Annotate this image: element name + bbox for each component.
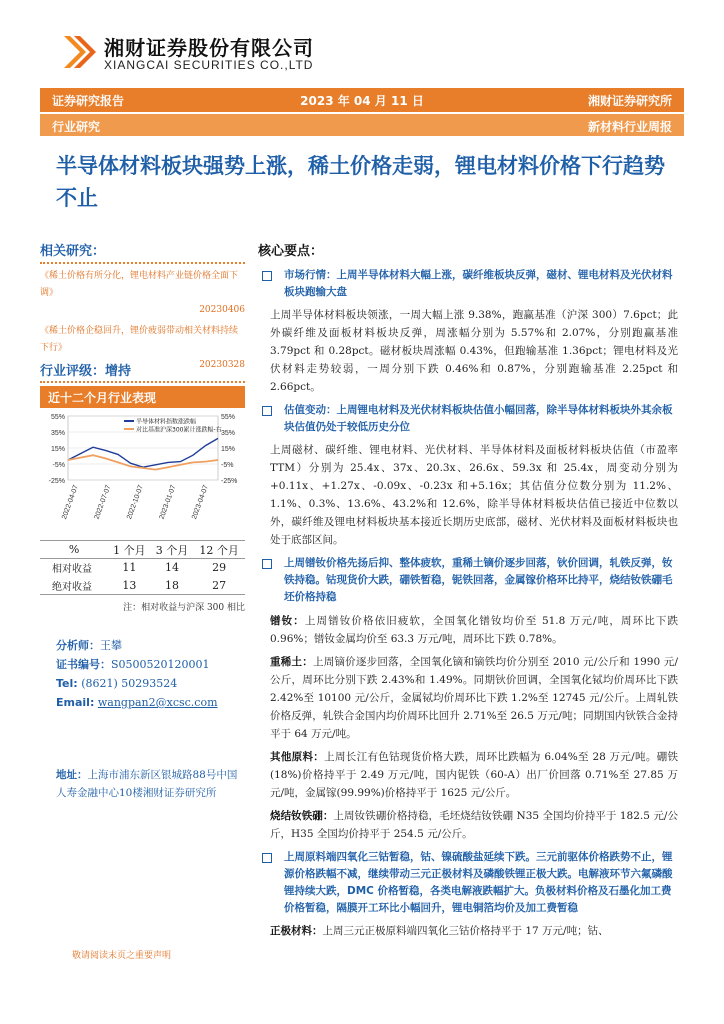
x-tick-label: 2023-04-07	[191, 484, 210, 521]
report-series: 新材料行业周报	[587, 120, 672, 134]
para-label: 正极材料：	[270, 925, 323, 937]
related-item-date: 20230406	[199, 305, 245, 315]
related-item-title: 《稀土价格企稳回升，锂价疲弱带动相关材料持续下行》	[40, 326, 239, 353]
x-tick-label: 2023-01-07	[158, 484, 178, 521]
related-item-date: 20230328	[199, 360, 245, 370]
company-logo	[60, 24, 360, 84]
table-header-cell: 12 个月	[193, 541, 245, 559]
analyst-cert: S0500520120001	[111, 658, 210, 671]
table-cell: 27	[193, 577, 245, 595]
para-label: 其他原料：	[270, 751, 325, 763]
related-item[interactable]	[40, 268, 245, 319]
address-text: 上海市浦东新区银城路88号中国人寿金融中心10楼湘财证券研究所	[56, 769, 238, 799]
analyst-name-label: 分析师：	[56, 639, 100, 652]
row-label: 绝对收益	[40, 577, 108, 595]
bullet-market: 市场行情：上周半导体材料大幅上涨，碳纤维板块反弹，磁材、锂电材料及光伏材料板块跑输大盘	[258, 267, 678, 301]
y-right-tick-label: -5%	[221, 462, 234, 469]
related-heading: 相关研究：	[40, 240, 245, 264]
bullet-lithium: 上周原料端四氧化三钴暂稳，钴、镍硫酸盐延续下跌。三元前驱体价格跌势不止，锂源价格跌幅不减，继续带动三元正极材料及磷酸铁锂正极大跌。电解液环节六氟磷酸锂持续大跌，DMC 价格暂稳，各类电解液跌幅扩大。负极材料价格及石墨化加工费价格暂稳，隔膜开工环比小幅回升，锂电铜箔均价及加工费暂稳	[258, 849, 678, 917]
core-heading: 核心要点：	[258, 244, 324, 259]
performance-chart	[40, 410, 245, 535]
para-label: 重稀土：	[270, 656, 313, 668]
performance-note: 注：相对收益与沪深 300 相比	[123, 603, 245, 613]
address-block	[56, 766, 246, 802]
core-points	[258, 240, 678, 940]
analyst-email-label: Email:	[56, 696, 95, 709]
report-type: 证券研究报告	[52, 94, 125, 108]
para-label: 镨钕：	[270, 615, 305, 627]
table-header-row	[40, 541, 245, 559]
table-header-cell: 1 个月	[108, 541, 151, 559]
analyst-name: 王攀	[100, 639, 122, 652]
para-text: 上周长江有色钴现货价格大跌，周环比跌幅为 6.04%至 28 万元/吨。硼铁(18%)价格持平于 2.49 万元/吨，国内铌铁（60-A）出厂价回落 0.71%至 27.85 万元/吨，金属镓(99.99%)价格持平于 1625 元/公斤。	[270, 751, 678, 799]
company-name-cn: 湘财证券股份有限公司	[104, 36, 314, 60]
performance-table	[40, 540, 245, 595]
related-research	[40, 240, 245, 374]
y-right-tick-label: -25%	[221, 478, 238, 485]
address-label: 地址：	[56, 769, 88, 781]
analyst-email-link[interactable]: wangpan2@xcsc.com	[97, 696, 218, 709]
y-left-tick-label: 15%	[50, 446, 65, 453]
y-left-tick-label: -25%	[48, 478, 65, 485]
table-row	[40, 559, 245, 577]
report-title: 半导体材料板块强势上涨，稀土价格走弱，锂电材料价格下行趋势不止	[56, 154, 665, 210]
logo-mark-icon	[60, 30, 100, 74]
para-praseodymium	[258, 612, 678, 648]
y-right-tick-label: 55%	[221, 414, 236, 421]
para-heavy-rare-earth	[258, 653, 678, 743]
performance-heading: 近十二个月行业表现	[40, 386, 245, 408]
header-band-bottom	[40, 114, 684, 136]
analyst-info	[56, 636, 246, 712]
related-item-title: 《稀土价格有所分化，锂电材料产业链价格全面下调》	[40, 271, 239, 298]
footer-disclaimer: 敬请阅读末页之重要声明	[72, 951, 172, 961]
para-text: 上周三元正极原料端四氧化三钴价格持平于 17 万元/吨；钴、	[322, 925, 609, 937]
table-cell: 11	[122, 561, 137, 575]
para-cathode	[258, 922, 678, 940]
para-text: 上周镨钕价格依旧疲软，全国氧化镨钕均价至 51.8 万元/吨，周环比下跌 0.96%；镨钕金属均价至 63.3 万元/吨，周环比下跌 0.78%。	[270, 615, 678, 645]
analyst-email-line	[56, 693, 246, 712]
analyst-cert-line	[56, 655, 246, 674]
header-band-top	[40, 88, 684, 112]
industry-rating: 行业评级：增持	[40, 360, 245, 383]
analyst-cert-label: 证书编号：	[56, 658, 111, 671]
legend-label: 对比基准沪深300累计涨跌幅-右	[136, 426, 222, 434]
table-cell: 18	[151, 577, 194, 595]
analyst-tel-line	[56, 674, 246, 693]
y-left-tick-label: -5%	[52, 462, 65, 469]
para-text: 上周镝价逐步回落，全国氧化镝和镝铁均价分别至 2010 元/公斤和 1990 元/公斤，周环比分别下跌 2.43%和 1.49%。同期钬价回调，全国氧化铽均价周环比下跌 2.42%至 10100 元/公斤，金属铽均价周环比下跌 1.2%至 12745 元/公斤。上周轧铁价格反弹，轧铁合金国内均价周环比回升 2.71%至 26.5 万元/吨；同期国内钬铁合金持平于 64 万元/吨。	[270, 656, 679, 740]
x-tick-label: 2022-10-07	[126, 484, 145, 521]
para-label: 烧结钕铁硼：	[270, 810, 334, 822]
legend-label: 半导体材料指数涨跌幅	[136, 418, 197, 426]
analyst-name-line	[56, 636, 246, 655]
report-date: 2023 年 04 月 11 日	[300, 94, 424, 108]
para-sintered-magnet	[258, 807, 678, 843]
row-label: 相对收益	[52, 564, 92, 576]
y-right-tick-label: 15%	[221, 446, 236, 453]
table-cell: 13	[108, 577, 151, 595]
table-cell: 29	[212, 561, 227, 575]
para-market: 上周半导体材料板块领涨，一周大幅上涨 9.38%，跑赢基准（沪深 300）7.6pct；此外碳纤维及面板材料板块反弹，周涨幅分别为 5.57%和 2.07%，分别跑赢基准 3.79pct 和 0.28pct。磁材板块周涨幅 0.43%，但跑输基准 1.36pct；锂电材料及光伏材料走势较弱，一周分别下跌 0.46%和 0.87%，分别跑输基准 2.25pct 和 2.66pct。	[270, 309, 678, 393]
table-row	[40, 577, 245, 595]
bullet-valuation: 估值变动：上周锂电材料及光伏材料板块估值小幅回落，除半导体材料板块外其余板块估值仍处于较低历史分位	[258, 402, 678, 436]
table-cell: 14	[164, 561, 179, 575]
para-other-materials	[258, 748, 678, 802]
para-valuation: 上周磁材、碳纤维、锂电材料、光伏材料、半导体材料及面板材料板块估值（市盈率 TTM）分别为 25.4x、37x、20.3x、26.6x、59.3x 和 25.4x，周变动分别为+0.11x、+1.27x、-0.09x、-0.23x 和+5.16x；其估值分位数分别为 11.2%、1.1%、0.3%、13.6%、43.2%和 12.6%，除半导体材料板块估值已接近中位数以外，碳纤维及锂电材料板块基本接近长期历史底部，磁材、光伏材料及面板材料板块也处于底部区间。	[270, 444, 678, 546]
table-header-cell: 3 个月	[151, 541, 194, 559]
analyst-tel: (8621) 50293524	[81, 677, 178, 690]
company-name-en: XIANGCAI SECURITIES CO.,LTD	[104, 58, 314, 72]
para-text: 上周钕铁硼价格持稳，毛坯烧结钕铁硼 N35 全国均价持平于 182.5 元/公斤，H35 全国均价持平于 254.5 元/公斤。	[270, 810, 678, 840]
institute-name: 湘财证券研究所	[587, 94, 672, 108]
table-header-cell: %	[40, 541, 108, 559]
x-tick-label: 2022-07-07	[93, 484, 113, 521]
y-left-tick-label: 35%	[50, 430, 65, 437]
analyst-tel-label: Tel:	[56, 677, 78, 690]
y-right-tick-label: 35%	[221, 430, 236, 437]
x-tick-label: 2022-04-07	[61, 484, 80, 521]
bullet-rare-earth: 上周镨钕价格先扬后抑、整体疲软，重稀土镝价逐步回落，钬价回调，轧铁反弹，钕铁持稳。钴现货价大跌，硼铁暂稳，铌铁回落，金属镓价格环比持平，烧结钕铁硼毛坯价格持稳	[258, 555, 678, 606]
research-category: 行业研究	[52, 120, 101, 134]
y-left-tick-label: 55%	[50, 414, 65, 421]
